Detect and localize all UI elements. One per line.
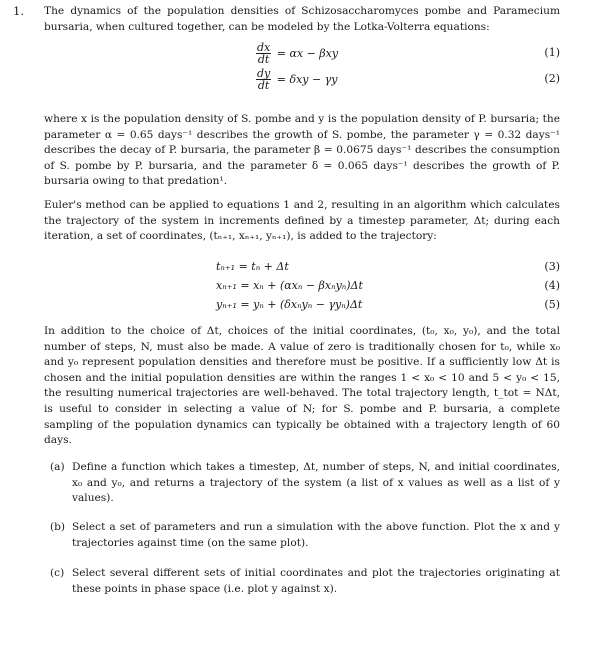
equation-4 bbox=[44, 279, 560, 298]
eq4-expr: xₙ₊₁ = xₙ + (αxₙ − βxₙyₙ)Δt bbox=[216, 279, 363, 292]
euler-equations bbox=[44, 260, 560, 317]
part-c-label: (c) bbox=[50, 567, 65, 579]
eq5-expr: yₙ₊₁ = yₙ + (δxₙyₙ − γyₙ)Δt bbox=[216, 298, 363, 311]
eq2-numerator: dy bbox=[257, 67, 271, 80]
eq3-label: (3) bbox=[544, 260, 560, 273]
eq4-label: (4) bbox=[544, 279, 560, 292]
euler-paragraph: Euler's method can be applied to equations 1 and 2, resulting in an algorithm which calculates the trajectory of the system in increments defined by a timestep parameter, Δt; during each iteration, a set of coordinates, (tₙ₊₁, xₙ₊₁, yₙ₊₁), is added to the trajectory: bbox=[44, 199, 560, 243]
eq5-label: (5) bbox=[544, 298, 560, 311]
part-c-text: Select several different sets of initial coordinates and plot the trajectories originating at these points in phase space (i.e. plot y against x). bbox=[72, 567, 560, 595]
equation-3 bbox=[44, 260, 560, 279]
eq2-label: (2) bbox=[544, 72, 560, 85]
part-b-label: (b) bbox=[50, 521, 66, 533]
equation-1 bbox=[44, 42, 560, 68]
intro-paragraph: The dynamics of the population densities of Schizosaccharomyces pombe and Paramecium bursaria, when cultured together, can be modeled by the Lotka-Volterra equations: bbox=[44, 5, 560, 33]
part-a-label: (a) bbox=[50, 461, 65, 473]
eq1-denominator: dt bbox=[257, 53, 270, 66]
choices-paragraph: In addition to the choice of Δt, choices of the initial coordinates, (t₀, x₀, y₀), and the total number of steps, N, must also be made. A value of zero is traditionally chosen for t₀, while x₀ and y₀ represent population densities and therefore must be positive. If a sufficiently low Δt is chosen and the initial population densities are within the ranges 1 < x₀ < 10 and 5 < y₀ < 15, the resulting numerical trajectories are well-behaved. The total trajectory length, t_tot = NΔt, is useful to consider in selecting a value of N; for S. pombe and P. bursaria, a complete sampling of the population dynamics can typically be obtained with a trajectory length of 60 days. bbox=[44, 325, 560, 447]
question-number: 1. bbox=[13, 4, 24, 18]
equation-2 bbox=[44, 68, 560, 94]
lotka-volterra-equations bbox=[44, 42, 560, 94]
eq1-label: (1) bbox=[544, 46, 560, 59]
eq2-rhs: = δxy − γy bbox=[276, 73, 338, 86]
eq1-rhs: = αx − βxy bbox=[276, 47, 339, 60]
part-a bbox=[50, 460, 560, 507]
part-b bbox=[50, 520, 560, 551]
parameters-paragraph: where x is the population density of S. pombe and y is the population density of P. bursaria; the parameter α = 0.65 days⁻¹ describes the growth of S. pombe, the parameter γ = 0.32 days⁻¹ describes the decay of P. bursaria, the parameter β = 0.0675 days⁻¹ describes the consumption of S. pombe by P. bursaria, and the parameter δ = 0.065 days⁻¹ describes the growth of P. bursaria owing to that predation¹. bbox=[44, 113, 560, 188]
equation-5 bbox=[44, 298, 560, 317]
part-c bbox=[50, 566, 560, 597]
eq3-expr: tₙ₊₁ = tₙ + Δt bbox=[216, 260, 289, 273]
part-b-text: Select a set of parameters and run a simulation with the above function. Plot the x and y trajectories against time (on the same plot). bbox=[72, 521, 560, 549]
part-a-text: Define a function which takes a timestep, Δt, number of steps, N, and initial coordinates, x₀ and y₀, and returns a trajectory of the system (a list of x values as well as a list of y values). bbox=[72, 461, 560, 505]
eq1-numerator: dx bbox=[257, 41, 271, 54]
eq2-denominator: dt bbox=[257, 79, 270, 92]
